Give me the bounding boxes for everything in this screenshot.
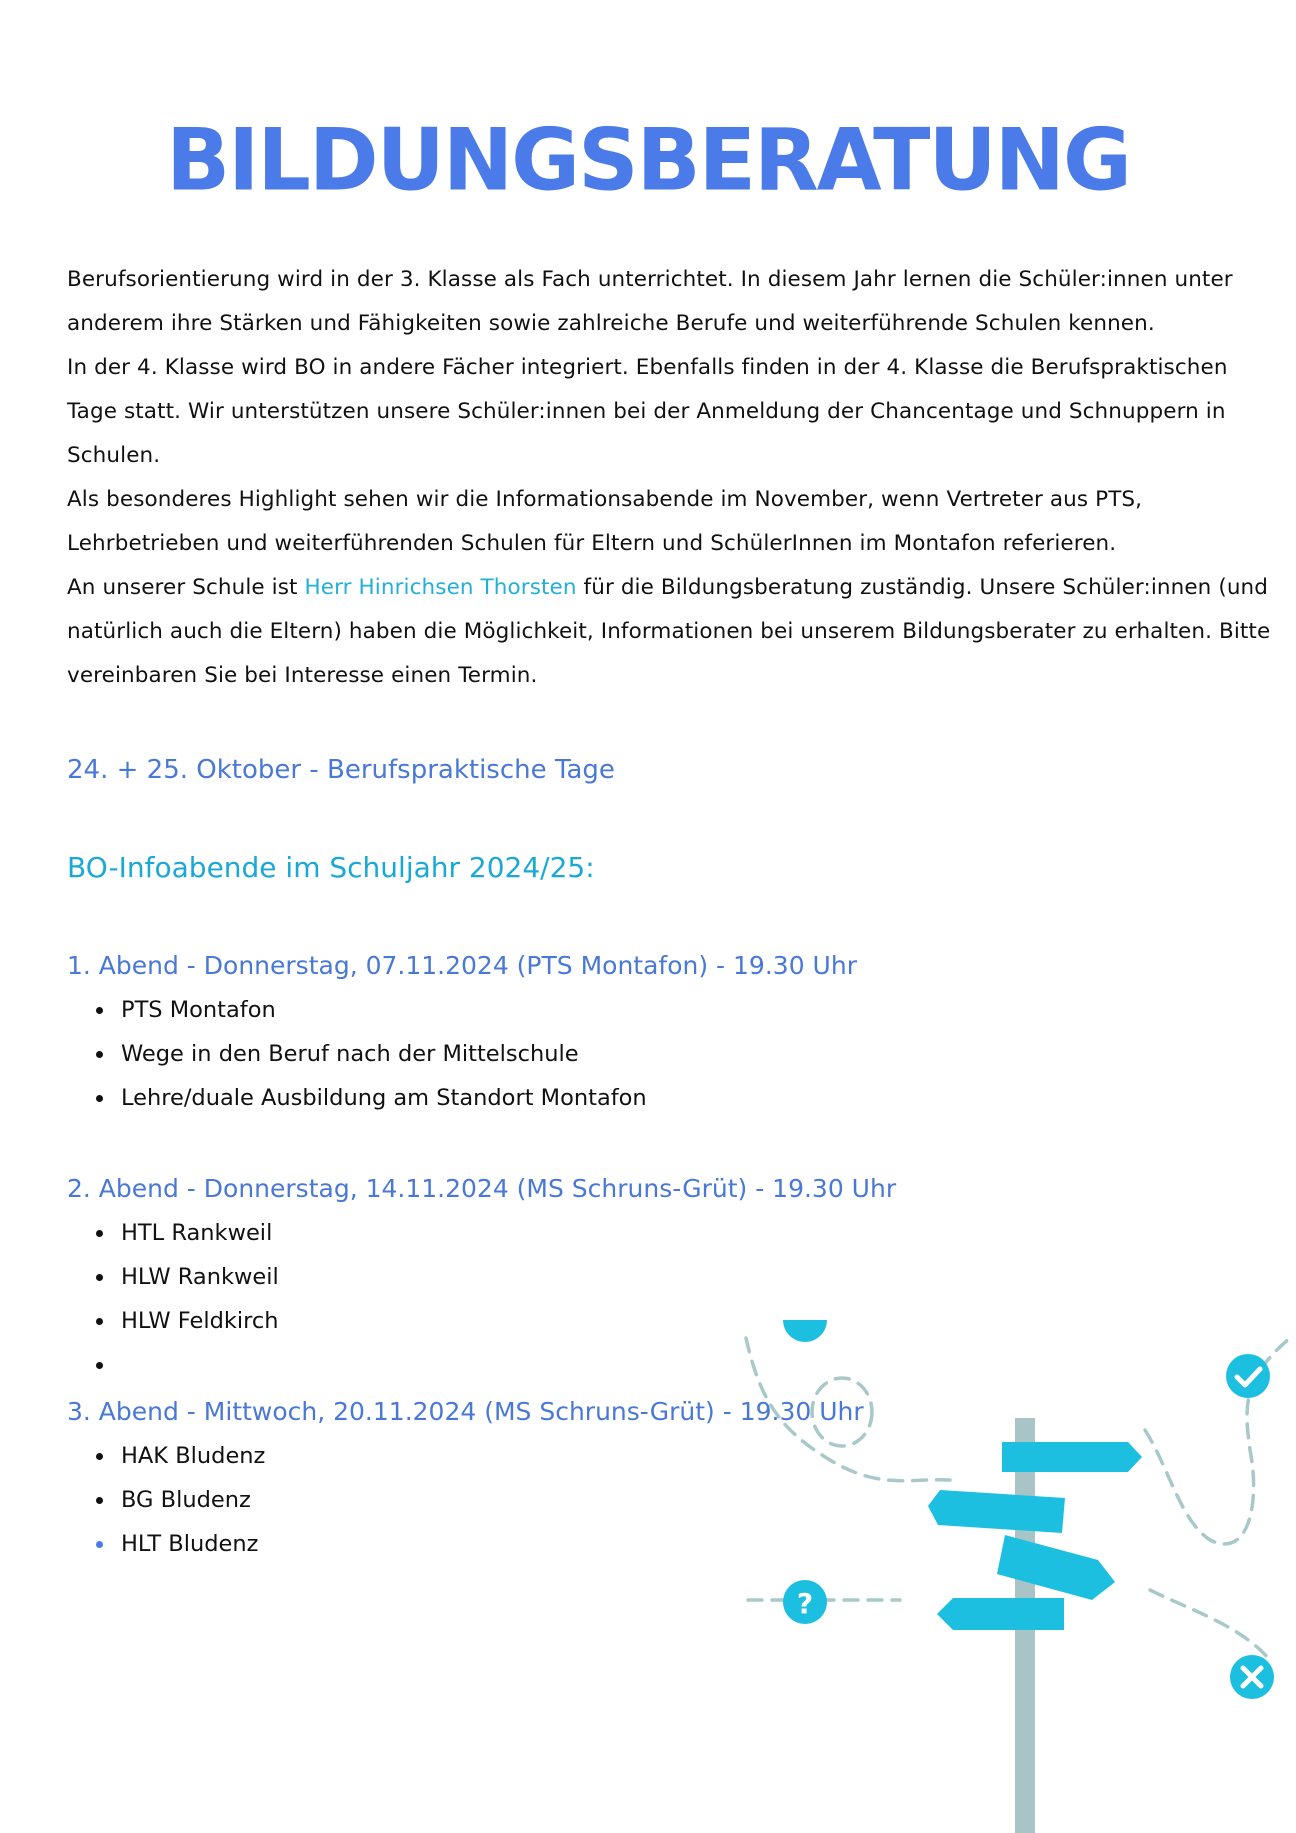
page-title: BILDUNGSBERATUNG <box>166 110 1130 210</box>
intro-paragraph-4 <box>67 566 1277 698</box>
list-item: HLW Rankweil <box>92 1255 279 1299</box>
practical-days-heading: 24. + 25. Oktober - Berufspraktische Tage <box>67 755 615 785</box>
sign-arrow-left-tilted <box>928 1490 1065 1533</box>
list-item: PTS Montafon <box>92 988 647 1032</box>
intro-paragraph-4-end: für die Bildungsberatung zuständig. Unsere Schüler:innen (und natürlich auch die Eltern) haben die Möglichkeit, Informationen bei unserem Bildungsberater zu erhalten. Bitte vereinbaren Sie bei Interesse einen Termin. <box>67 575 1271 688</box>
counselor-name: Herr Hinrichsen Thorsten <box>304 575 577 600</box>
list-item-empty <box>92 1343 279 1387</box>
evening-1-list <box>92 988 647 1120</box>
question-mark: ? <box>796 1587 814 1620</box>
intro-paragraph-3: Als besonderes Highlight sehen wir die Informationsabende im November, wenn Vertreter aus PTS, Lehrbetrieben und weiterführenden Schulen für Eltern und SchülerInnen im Montafon referieren. <box>67 487 1143 556</box>
dashed-loop <box>812 1378 872 1446</box>
evening-2-list <box>92 1211 279 1387</box>
list-item: HLT Bludenz <box>92 1522 265 1566</box>
list-item: Lehre/duale Ausbildung am Standort Montafon <box>92 1076 647 1120</box>
evening-3-title: 3. Abend - Mittwoch, 20.11.2024 (MS Schruns-Grüt) - 19.30 Uhr <box>67 1397 864 1426</box>
check-icon <box>1226 1354 1270 1398</box>
question-icon <box>783 1320 827 1342</box>
list-item: HAK Bludenz <box>92 1434 265 1478</box>
intro-paragraph-4-start: An unserer Schule ist <box>67 575 305 600</box>
signpost-illustration <box>740 1320 1296 1833</box>
dashed-path-top-left <box>746 1338 950 1481</box>
list-item: BG Bludenz <box>92 1478 265 1522</box>
list-item: Wege in den Beruf nach der Mittelschule <box>92 1032 647 1076</box>
dashed-path-lower-right <box>1150 1590 1270 1660</box>
intro-text <box>67 258 1277 698</box>
sign-arrow-left-bottom <box>937 1598 1064 1630</box>
intro-paragraph-1: Berufsorientierung wird in der 3. Klasse als Fach unterrichtet. In diesem Jahr lernen die Schüler:innen unter anderem ihre Stärken und Fähigkeiten sowie zahlreiche Berufe und weiterführende Schulen kennen. <box>67 267 1233 336</box>
evening-2-title: 2. Abend - Donnerstag, 14.11.2024 (MS Schruns-Grüt) - 19.30 Uhr <box>67 1174 897 1203</box>
evening-3-list <box>92 1434 265 1566</box>
list-item: HLW Feldkirch <box>92 1299 279 1343</box>
list-item: HTL Rankweil <box>92 1211 279 1255</box>
sign-arrow-right-top <box>1002 1442 1142 1472</box>
info-evenings-heading: BO-Infoabende im Schuljahr 2024/25: <box>67 851 595 884</box>
sign-arrow-right-tilted <box>997 1535 1115 1600</box>
intro-paragraph-2: In der 4. Klasse wird BO in andere Fächer integriert. Ebenfalls finden in der 4. Klasse die Berufspraktischen Tage statt. Wir unterstützen unsere Schüler:innen bei der Anmeldung der Chancentage und Schnuppern in Schulen. <box>67 355 1228 468</box>
evening-1-title: 1. Abend - Donnerstag, 07.11.2024 (PTS Montafon) - 19.30 Uhr <box>67 951 857 980</box>
